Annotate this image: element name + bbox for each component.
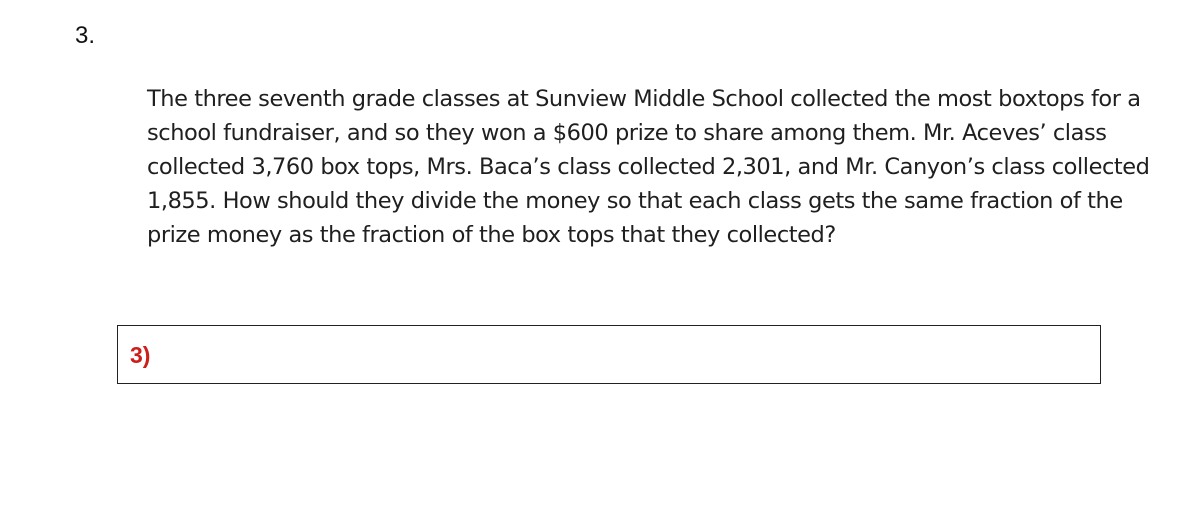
question-text: The three seventh grade classes at Sunview Middle School collected the most boxtops for a school fundraiser, and so they won a $600 prize to share among them. Mr. Aceves’ class collected 3,760 box tops, Mrs. Baca’s class collected 2,301, and Mr. Canyon’s class collected 1,855. How should they divide the money so that each class gets the same fraction of the prize money as the fraction of the box tops that they collected? [147,86,1150,248]
question-number: 3. [75,22,96,49]
answer-label: 3) [130,342,151,368]
answer-box[interactable] [117,325,1101,384]
